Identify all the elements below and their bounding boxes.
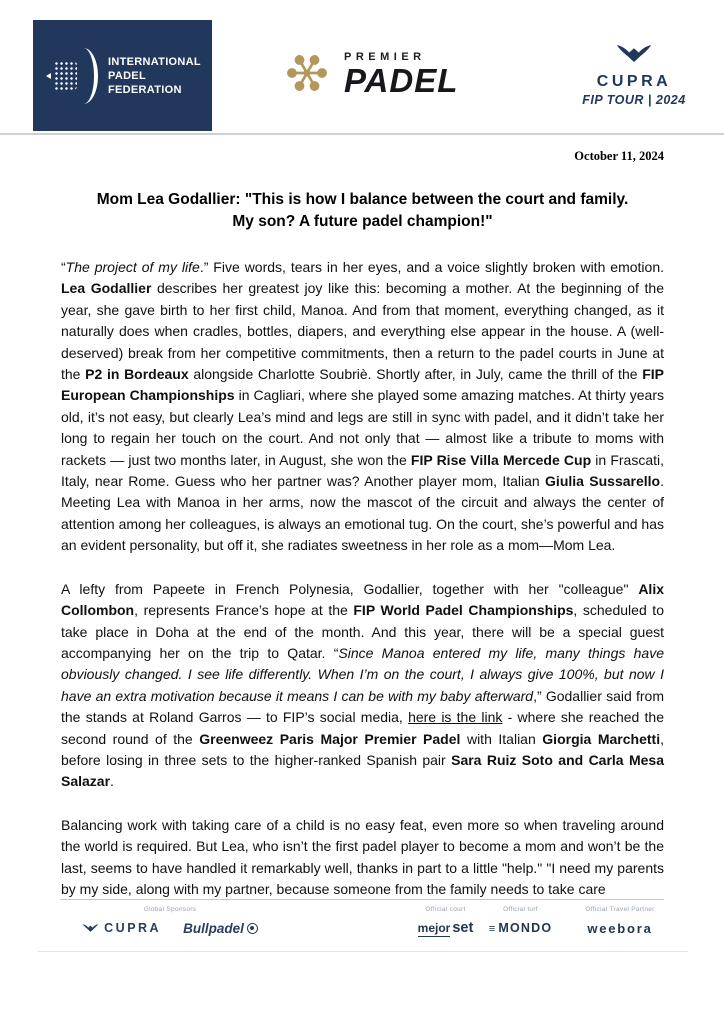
text-segment: P2 in Bordeaux [85,366,189,383]
padel-label: PADEL [344,61,459,99]
text-segment: Giulia Sussarello [545,473,661,490]
text-segment: describes her greatest joy like this: becoming a mother. At the beginning of the year, she gave birth to her first child, Manoa. And from that moment, everything changed, as it naturally does when cradles, bottles, diapers, and everything else appear in the house. A (well-deserved) break from her competitive commitments, then a return to the padel courts in June at the [61,280,664,383]
article-paragraph [61,579,664,793]
text-segment: . [110,773,114,790]
sponsor-group-global [45,906,295,937]
text-segment: Lea Godallier [61,280,152,297]
cupra-sponsor-text: CUPRA [104,921,162,935]
ipf-wordmark [108,55,201,97]
mondo-sponsor-logo [489,921,553,935]
text-segment: , scheduled to take place in Doha at the end of the month. And this year, there will be a special guest accompanying her on the trip to Qatar. “ [61,602,664,661]
article-title-line: My son? A future padel champion!" [232,213,493,230]
article-paragraph [61,815,664,901]
cupra-fip-tour-logo [570,42,698,107]
cupra-emblem-icon [82,923,99,933]
sponsor-label: Official turf [503,906,538,913]
sponsor-group-travel [555,906,685,937]
sponsor-label: Global Sponsors [143,906,197,913]
text-segment: with Italian [460,730,543,747]
text-segment: FIP World Padel Championships [353,602,574,619]
text-segment: “ [61,259,66,275]
sponsor-label: Official Travel Partner [585,906,655,913]
text-segment: Balancing work with taking care of a child is no easy feat, even more so when traveling around the world is required. But Lea, who isn’t the first padel player to become a mom and won’t be the last, seems to have handled it remarkably well, thanks in part to a little "help." "I need my parents by my side, along with my partner, because someone from the family needs to take care [61,816,664,897]
article-body [61,148,664,900]
premier-padel-flower-icon [284,50,330,96]
ipf-wordmark-line: INTERNATIONAL [108,55,201,68]
text-segment: Alix Collombon [61,580,664,619]
ipf-wordmark-line: PADEL [108,69,146,82]
cupra-sponsor-logo [82,921,161,935]
text-segment: FIP European Championships [61,366,664,404]
racket-arc-shape [69,48,98,104]
text-segment: Since Manoa entered my life, many things have obviously changed. I see life differently. When I’m on the court, I always give 100%, but now I have an extra motivation because it means I can be with my baby afterward [61,644,664,704]
text-segment: , before losing in three sets to the higher-ranked Spanish pair [61,730,664,768]
article-paragraph [61,257,664,557]
mejorset-text-set: set [452,920,474,936]
article-title-line: Mom Lea Godallier: "This is how I balance between the court and family. [96,191,629,208]
text-segment: .” Five words, tears in her eyes, and a voice slightly broken with emotion. [199,259,664,275]
ipf-wordmark-line: FEDERATION [108,83,182,96]
bullpadel-emblem-icon [247,923,258,934]
premier-padel-wordmark [344,50,459,99]
padel-racket-icon [46,46,98,106]
text-segment: - where she reached the second round of the [61,709,665,747]
text-segment: ,” Godallier said from the stands at Roland Garros — to FIP’s social media, [61,687,665,726]
footer-divider-top [60,899,664,900]
cupra-wordmark: CUPRA [596,73,672,90]
footer-divider-bottom [38,951,688,952]
premier-padel-logo [284,50,459,99]
fip-tour-2024-label: FIP TOUR | 2024 [582,93,686,107]
weebora-sponsor-logo: weebora [587,920,653,936]
text-segment: Sara Ruiz Soto and Carla Mesa Salazar [61,751,664,790]
text-segment: FIP Rise Villa Mercede Cup [410,451,592,468]
text-segment: in Frascati, Italy, near Rome. Guess who her partner was? Another player mom, Italian [61,451,665,490]
bullpadel-sponsor-text: Bullpadel [183,920,244,936]
text-segment: The project of my life [65,259,200,275]
racket-arrow-shape [46,73,51,79]
text-segment: Greenweez Paris Major Premier Padel [199,730,461,747]
bullpadel-sponsor-logo [183,921,258,936]
mejorset-text-mejor: mejor [417,921,451,935]
premier-label: PREMIER [344,50,426,63]
article-title [61,189,664,233]
mejorset-sponsor-logo [418,920,474,936]
text-segment: in Cagliari, where she played some amazing matches. At thirty years old, it’s not easy, but clearly Lea’s mind and legs are still in sync with padel, and it didn’t take her long to regain her touch on the court. And not only that — almost like a tribute to moms with rackets — just two months later, in August, she won the [61,387,664,468]
ipf-logo [33,20,212,131]
document-date: October 11, 2024 [574,149,664,163]
mondo-bars-icon: ≡ [488,923,497,935]
header-divider [0,133,724,135]
cupra-emblem-icon [615,42,653,65]
text-segment: . Meeting Lea with Manoa in her arms, now the mascot of the circuit and always the center of attention among her colleagues, is always an emotional tug. On the court, she’s powerful and has an evident personality, but off it, she radiates sweetness in her role as a mom—Mom Lea. [61,473,664,554]
text-segment: alongside Charlotte Soubriè. Shortly after, in July, came the thrill of the [188,366,643,383]
text-segment: , represents France’s hope at the [134,602,354,619]
mondo-sponsor-text: MONDO [498,921,553,935]
sponsor-label: Official court [425,906,466,913]
social-media-link[interactable]: here is the link [408,709,503,726]
text-segment: A lefty from Papeete in French Polynesia, Godallier, together with her "colleague" [61,580,639,597]
text-segment: Giorgia Marchetti [542,730,661,747]
